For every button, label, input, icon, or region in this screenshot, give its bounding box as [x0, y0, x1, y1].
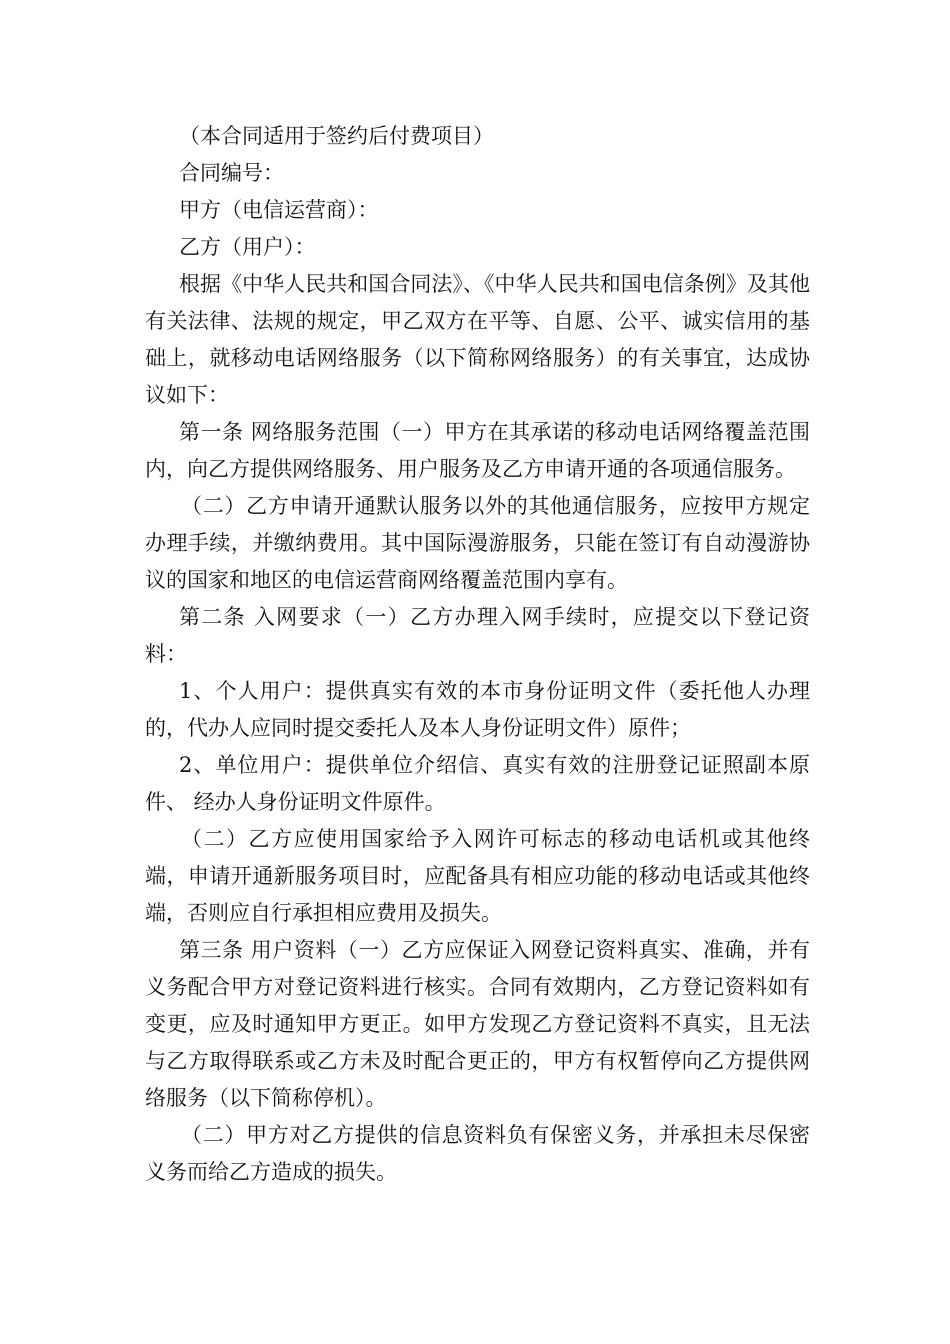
article-2-item-2: 2、单位用户：提供单位介绍信、真实有效的注册登记证照副本原件、 经办人身份证明文件原件。: [145, 753, 810, 814]
preamble-paragraph: 根据《中华人民共和国合同法》、《中华人民共和国电信条例》及其他有关法律、法规的规定，甲乙双方在平等、自愿、公平、诚实信用的基础上，就移动电话网络服务（以下简称网络服务）的有关事宜，达成协议如下：: [145, 272, 810, 407]
article-3-paragraph: 第三条 用户资料（一）乙方应保证入网登记资料真实、准确，并有义务配合甲方对登记资料进行核实。合同有效期内，乙方登记资料如有变更，应及时通知甲方更正。如甲方发现乙方登记资料不真实，且无法与乙方取得联系或乙方未及时配合更正的，甲方有权暂停向乙方提供网络服务（以下简称停机）。: [145, 938, 810, 1110]
article-2-item-1: 1、个人用户：提供真实有效的本市身份证明文件（委托他人办理的，代办人应同时提交委托人及本人身份证明文件）原件；: [145, 679, 810, 740]
article-2-paragraph: 第二条 入网要求（一）乙方办理入网手续时，应提交以下登记资料：: [145, 605, 810, 666]
party-a-label: 甲方（电信运营商）：: [179, 198, 379, 222]
article-2-clause-2: （二）乙方应使用国家给予入网许可标志的移动电话机或其他终端，申请开通新服务项目时，应配备具有相应功能的移动电话或其他终端，否则应自行承担相应费用及损失。: [145, 827, 810, 925]
article-3-clause-2: （二）甲方对乙方提供的信息资料负有保密义务，并承担未尽保密义务而给乙方造成的损失。: [145, 1123, 810, 1184]
document-body: [145, 118, 810, 1191]
article-1-clause-2: （二）乙方申请开通默认服务以外的其他通信服务，应按甲方规定办理手续，并缴纳费用。其中国际漫游服务，只能在签订有自动漫游协议的国家和地区的电信运营商网络覆盖范围内享有。: [145, 494, 810, 592]
contract-number-label: 合同编号：: [179, 161, 284, 185]
party-b-label: 乙方（用户）：: [179, 235, 316, 259]
article-1-paragraph: 第一条 网络服务范围（一）甲方在其承诺的移动电话网络覆盖范围内，向乙方提供网络服务、用户服务及乙方申请开通的各项通信服务。: [145, 420, 810, 481]
contract-scope-note: （本合同适用于签约后付费项目）: [179, 124, 494, 148]
